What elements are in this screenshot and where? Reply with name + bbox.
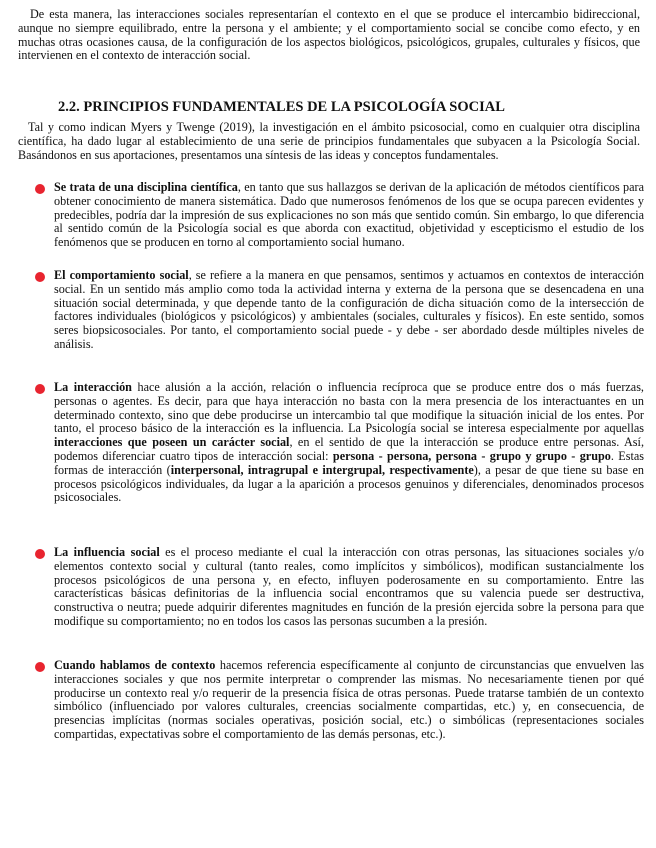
list-item xyxy=(54,381,644,505)
bullet-lead: La influencia social xyxy=(54,545,160,559)
intro-paragraph: De esta manera, las interacciones sociales representarían el contexto en el que se produce el intercambio bidireccional, aunque no siempre equilibrado, entre la persona y el ambiente; y el comportamiento social se concibe como efecto, y en muchas otras ocasiones causa, de la configuración de los aspectos biológicos, psicológicos, grupales, culturales y físicos, que intervienen en el contexto de interacción social. xyxy=(18,7,640,63)
section-heading: 2.2. PRINCIPIOS FUNDAMENTALES DE LA PSICOLOGÍA SOCIAL xyxy=(58,99,505,115)
bullet-icon xyxy=(35,662,45,672)
bullet-icon xyxy=(35,272,45,282)
bullet-icon xyxy=(35,184,45,194)
bullet-lead: La interacción xyxy=(54,380,132,394)
bullet-text: , en el sentido de que la interacción se produce entre personas. Así, podemos diferenciar cuatro tipos de interacción social: xyxy=(54,435,644,463)
bullet-emphasis: persona - persona, persona - grupo y grupo - grupo xyxy=(332,448,611,463)
bullet-text: hacemos referencia específicamente al conjunto de circunstancias que envuelven las interacciones sociales y que nos permite interpretar o comprender las mismas. No necesariamente tienen por qué producirse un contexto real y/o requerir de la presencia física de otras personas. Puede tratarse también de un contexto simbólico (influenciado por valores culturales, creencias socialmente compartidas, etc.) y, en consecuencia, de presencias implícitas (normas sociales operativas, posición social, etc.) o simbólicas (representaciones sociales compartidas, expectativas sobre el comportamiento de las demás personas, etc.). xyxy=(54,658,644,741)
bullet-text: hace alusión a la acción, relación o influencia recíproca que se produce entre dos o más fuerzas, personas o agentes. Es decir, para que haya interacción no basta con la mera presencia de los interactuantes en un determinado contexto, sino que debe producirse un intercambio tal que modifique la situación inicial de los entes. Por tanto, el proceso básico de la interacción es la influencia. La Psicología social se interesa especialmente por aquellas xyxy=(54,380,644,436)
list-item xyxy=(54,546,644,629)
bullet-text: . Estas formas de interacción ( xyxy=(54,448,644,477)
bullet-lead: El comportamiento social xyxy=(54,268,189,282)
section-intro-paragraph: Tal y como indican Myers y Twenge (2019), la investigación en el ámbito psicosocial, como en cualquier otra disciplina científica, ha dado lugar al establecimiento de una serie de principios fundamentales que subyacen a la Psicología Social. Basándonos en sus aportaciones, presentamos una síntesis de las ideas y conceptos fundamentales. xyxy=(18,120,640,162)
list-item xyxy=(54,181,644,250)
bullet-icon xyxy=(35,549,45,559)
list-item xyxy=(54,659,644,742)
bullet-emphasis: interpersonal, intragrupal e intergrupal, respectivamente xyxy=(170,462,474,477)
bullet-text: , en tanto que sus hallazgos se derivan de la aplicación de métodos científicos para obtener conocimiento de manera sistemática. Dado que numerosos fenómenos de los que se ocupa parecen evidentes y predecibles, podría dar la impresión de sus explicaciones no son más que sentido común. Sin embargo, lo que diferencia al sentido común de la Psicología social es que aborda con exactitud, objetividad y escepticismo el estudio de los fenómenos que se producen en torno al comportamiento social humano. xyxy=(54,180,644,250)
bullet-text: , se refiere a la manera en que pensamos, sentimos y actuamos en contextos de interacción social. En un sentido más amplio como toda la actividad interna y externa de la persona que se desencadena en una situación social determinada, y que depende tanto de la configuración de dicha situación como de la intersección de factores individuales (biológicos y psicológicos) y ambientales (sociales, culturales y físicos). En este sentido, somos seres biopsicosociales. Por tanto, el comportamiento social puede - y debe - ser abordado desde múltiples niveles de análisis. xyxy=(54,268,644,351)
list-item xyxy=(54,269,644,352)
bullet-lead: Cuando hablamos de contexto xyxy=(54,658,216,672)
bullet-icon xyxy=(35,384,45,394)
bullet-lead: Se trata de una disciplina científica xyxy=(54,180,238,194)
bullet-text: es el proceso mediante el cual la interacción con otras personas, las situaciones sociales y/o elementos contexto social y cultural (tanto reales, como implícitos y simbólicos), modifican sustancialmente los procesos psicológicos de una persona y, en efecto, influyen poderosamente en su comportamiento. Entre las características básicas definitorias de la influencia social encontramos que su valencia puede ser destructiva, constructiva o neutra; puede adquirir diferentes magnitudes en función de la presión ejercida sobre la persona para que modifique su comportamiento; no en todos los casos las personas sucumben a la presión. xyxy=(54,545,644,628)
bullet-text: ), a pesar de que tiene su base en procesos psicológicos individuales, da lugar a la aparición a procesos genuinos y diferenciales, denominados procesos psicosociales. xyxy=(54,462,644,505)
bullet-emphasis: interacciones que poseen un carácter social xyxy=(54,435,290,450)
